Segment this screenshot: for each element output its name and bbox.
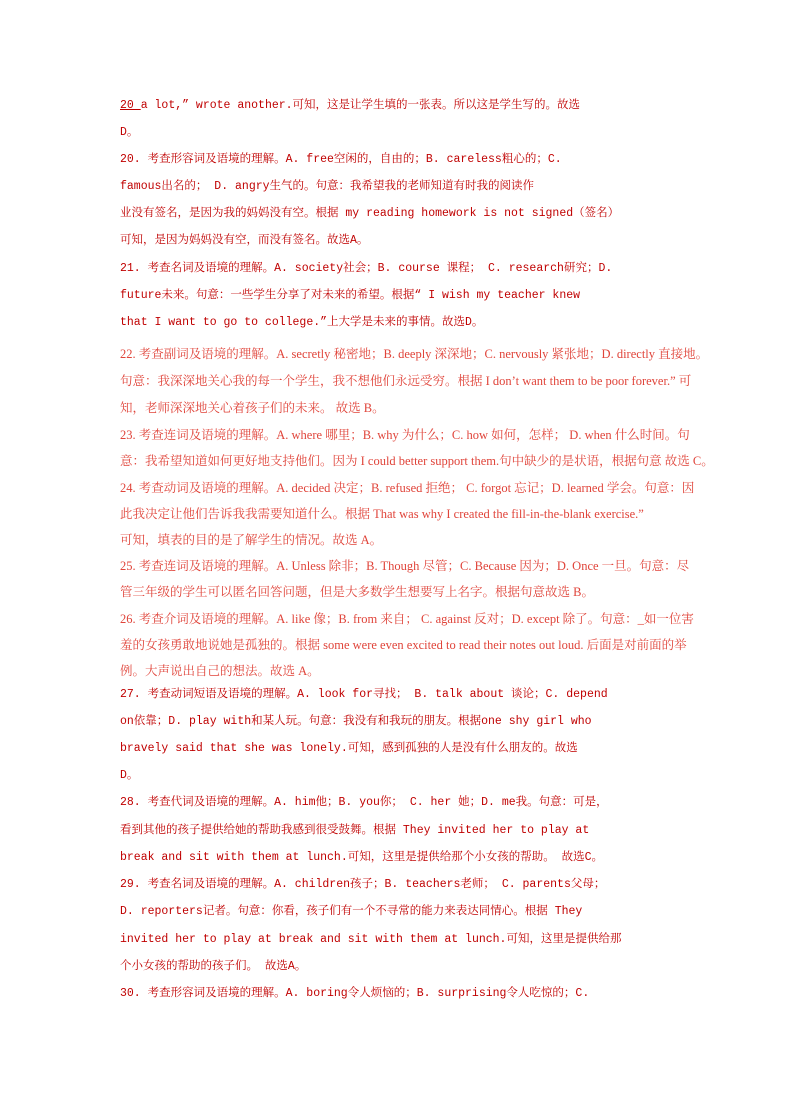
- text-line-1: [120, 97, 580, 115]
- answer-21-line-3: that I want to go to college.”上大学是未来的事情。故选D。: [120, 316, 484, 329]
- answer-28-line-3: break and sit with them at lunch.可知，这里是提供给那个小女孩的帮助。 故选C。: [120, 851, 604, 864]
- answer-25-line-1: 25. 考查连词及语境的理解。A. Unless 除非；B. Though 尽管；C. Because 因为；D. Once 一旦。句意：尽: [120, 559, 690, 573]
- answer-29-line-1: 29. 考查名词及语境的理解。A. children孩子；B. teachers老师； C. parents父母；: [120, 878, 606, 891]
- answer-24-line-1: 24. 考查动词及语境的理解。A. decided 决定；B. refused 拒绝； C. forgot 忘记；D. learned 学会。句意：因: [120, 481, 695, 495]
- answer-25-line-2: 管三年级的学生可以匿名回答问题，但是大多数学生想要写上名字。根据句意故选 B。: [120, 585, 594, 599]
- answer-26-line-2: 羞的女孩勇敢地说她是孤独的。根据 some were even excited to read their notes out loud. 后面是对前面的举: [120, 638, 687, 652]
- answer-28-line-2: 看到其他的孩子提供给她的帮助我感到很受鼓舞。根据 They invited her to play at: [120, 824, 590, 837]
- answer-30-line-1: 30. 考查形容词及语境的理解。A. boring令人烦恼的；B. surprising令人吃惊的；C.: [120, 987, 590, 1000]
- answer-27-line-2: on依靠；D. play with和某人玩。句意：我没有和我玩的朋友。根据one shy girl who: [120, 715, 592, 728]
- answer-22-line-2: 句意：我深深地关心我的每一个学生，我不想他们永远受穷。根据 I don’t want them to be poor forever.” 可: [120, 374, 692, 388]
- answer-22-line-3: 知，老师深深地关心着孩子们的未来。 故选 B。: [120, 401, 385, 415]
- text-line-1-rest: a lot,” wrote another.可知，这是让学生填的一张表。所以这是学生写的。故选: [140, 99, 581, 112]
- answer-24-line-3: 可知，填表的目的是了解学生的情况。故选 A。: [120, 533, 383, 547]
- text-line-2: D。: [120, 126, 139, 139]
- answer-20-line-3: 业没有签名，是因为我的妈妈没有空。根据 my reading homework is not signed（签名）: [120, 207, 620, 220]
- answer-23-line-1: 23. 考查连词及语境的理解。A. where 哪里；B. why 为什么；C. how 如何，怎样； D. when 什么时间。句: [120, 428, 690, 442]
- answer-27-line-4: D。: [120, 769, 139, 782]
- answer-27-line-1: 27. 考查动词短语及语境的理解。A. look for寻找； B. talk about 谈论；C. depend: [120, 688, 608, 701]
- answer-blank: 20: [120, 99, 141, 112]
- answer-29-line-2: D. reporters记者。句意：你看，孩子们有一个不寻常的能力来表达同情心。根据 They: [120, 905, 583, 918]
- answer-21-line-1: 21. 考查名词及语境的理解。A. society社会；B. course 课程； C. research研究；D.: [120, 262, 613, 275]
- answer-26-line-3: 例。大声说出自己的想法。故选 A。: [120, 664, 320, 678]
- answer-28-line-1: 28. 考查代词及语境的理解。A. him他；B. you你； C. her 她；D. me我。句意：可是，: [120, 796, 608, 809]
- answer-29-line-3: invited her to play at break and sit with them at lunch.可知，这里是提供给那: [120, 933, 622, 946]
- answer-22-line-1: 22. 考查副词及语境的理解。A. secretly 秘密地；B. deeply 深深地；C. nervously 紧张地；D. directly 直接地。: [120, 347, 709, 361]
- answer-23-line-2: 意：我希望知道如何更好地支持他们。因为 I could better support them.句中缺少的是状语，根据句意 故选 C。: [120, 454, 714, 468]
- answer-20-line-1: 20. 考查形容词及语境的理解。A. free空闲的，自由的；B. careless粗心的；C.: [120, 153, 562, 166]
- answer-20-line-4: 可知，是因为妈妈没有空，而没有签名。故选A。: [120, 234, 369, 247]
- answer-24-line-2: 此我决定让他们告诉我我需要知道什么。根据 That was why I created the fill-in-the-blank exercise.”: [120, 507, 644, 521]
- answer-21-line-2: future未来。句意：一些学生分享了对未来的希望。根据“ I wish my teacher knew: [120, 289, 581, 302]
- answer-27-line-3: bravely said that she was lonely.可知，感到孤独的人是没有什么朋友的。故选: [120, 742, 578, 755]
- answer-26-line-1: 26. 考查介词及语境的理解。A. like 像；B. from 来自； C. against 反对；D. except 除了。句意：_如一位害: [120, 612, 694, 626]
- answer-29-line-4: 个小女孩的帮助的孩子们。 故选A。: [120, 960, 307, 973]
- answer-20-line-2: famous出名的； D. angry生气的。句意：我希望我的老师知道有时我的阅读作: [120, 180, 535, 193]
